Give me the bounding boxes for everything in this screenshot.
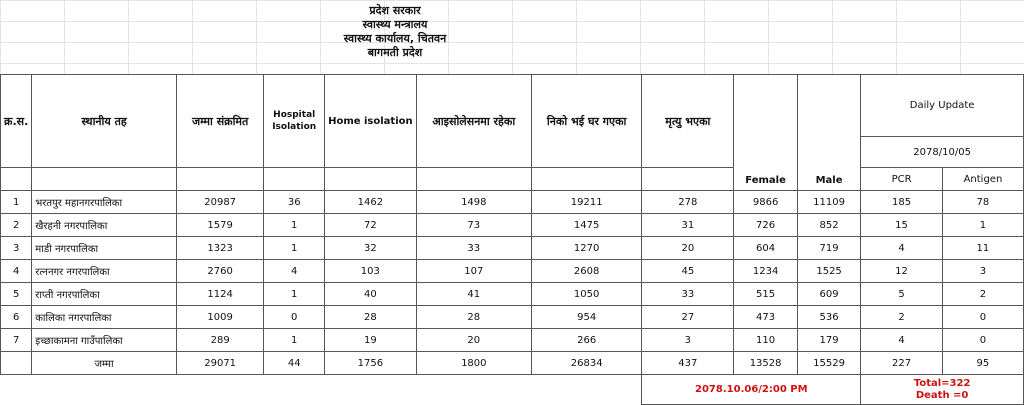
table-row xyxy=(1,260,1024,283)
row-isolation[interactable]: 28 xyxy=(416,306,531,329)
table-row xyxy=(1,283,1024,306)
header-line-1: प्रदेश सरकार xyxy=(369,4,421,17)
row-total-infected[interactable]: 2760 xyxy=(176,260,263,283)
row-deaths[interactable]: 33 xyxy=(642,283,734,306)
footer-total: Total=322 xyxy=(913,377,971,389)
blank-cell[interactable] xyxy=(531,168,641,191)
row-male[interactable]: 11109 xyxy=(797,191,860,214)
covid-report-table xyxy=(0,74,1024,405)
blank-cell[interactable] xyxy=(416,168,531,191)
row-hospital[interactable]: 1 xyxy=(264,237,325,260)
row-local-level[interactable]: इच्छाकामना गाउँपालिका xyxy=(32,329,177,352)
totals-male[interactable]: 15529 xyxy=(797,352,860,375)
row-antigen[interactable]: 1 xyxy=(942,214,1023,237)
row-male[interactable]: 719 xyxy=(797,237,860,260)
row-hospital[interactable]: 1 xyxy=(264,329,325,352)
table-row xyxy=(1,237,1024,260)
row-deaths[interactable]: 20 xyxy=(642,237,734,260)
row-hospital[interactable]: 0 xyxy=(264,306,325,329)
row-sn[interactable]: 7 xyxy=(1,329,32,352)
row-total-infected[interactable]: 1009 xyxy=(176,306,263,329)
row-home[interactable]: 19 xyxy=(325,329,417,352)
row-antigen[interactable]: 0 xyxy=(942,329,1023,352)
row-female[interactable]: 604 xyxy=(734,237,798,260)
header-row xyxy=(1,75,1024,137)
row-pcr[interactable]: 2 xyxy=(861,306,943,329)
row-local-level[interactable]: माडी नगरपालिका xyxy=(32,237,177,260)
totals-isolation[interactable]: 1800 xyxy=(416,352,531,375)
row-home[interactable]: 28 xyxy=(325,306,417,329)
totals-antigen[interactable]: 95 xyxy=(942,352,1023,375)
row-isolation[interactable]: 33 xyxy=(416,237,531,260)
blank-cell[interactable] xyxy=(264,168,325,191)
row-deaths[interactable]: 31 xyxy=(642,214,734,237)
row-recovered[interactable]: 19211 xyxy=(531,191,641,214)
row-pcr[interactable]: 185 xyxy=(861,191,943,214)
row-male[interactable]: 536 xyxy=(797,306,860,329)
totals-row xyxy=(1,352,1024,375)
row-sn[interactable]: 6 xyxy=(1,306,32,329)
blank-cell[interactable] xyxy=(176,168,263,191)
row-local-level[interactable]: भरतपुर महानगरपालिका xyxy=(32,191,177,214)
row-antigen[interactable]: 11 xyxy=(942,237,1023,260)
footer-summary[interactable] xyxy=(861,375,1024,405)
row-home[interactable]: 1462 xyxy=(325,191,417,214)
row-recovered[interactable]: 1270 xyxy=(531,237,641,260)
totals-label[interactable]: जम्मा xyxy=(32,352,177,375)
row-total-infected[interactable]: 1579 xyxy=(176,214,263,237)
totals-recovered[interactable]: 26834 xyxy=(531,352,641,375)
row-sn[interactable]: 5 xyxy=(1,283,32,306)
row-antigen[interactable]: 0 xyxy=(942,306,1023,329)
col-header-local-level[interactable]: स्थानीय तह xyxy=(32,75,177,168)
row-deaths[interactable]: 3 xyxy=(642,329,734,352)
row-recovered[interactable]: 266 xyxy=(531,329,641,352)
row-deaths[interactable]: 45 xyxy=(642,260,734,283)
blank-cell[interactable] xyxy=(642,168,734,191)
row-sn[interactable]: 3 xyxy=(1,237,32,260)
row-pcr[interactable]: 12 xyxy=(861,260,943,283)
row-male[interactable]: 609 xyxy=(797,283,860,306)
row-isolation[interactable]: 1498 xyxy=(416,191,531,214)
row-female[interactable]: 1234 xyxy=(734,260,798,283)
totals-deaths[interactable]: 437 xyxy=(642,352,734,375)
row-recovered[interactable]: 2608 xyxy=(531,260,641,283)
row-home[interactable]: 72 xyxy=(325,214,417,237)
col-header-pcr[interactable]: PCR xyxy=(861,168,943,191)
row-total-infected[interactable]: 289 xyxy=(176,329,263,352)
row-sn[interactable]: 1 xyxy=(1,191,32,214)
row-pcr[interactable]: 4 xyxy=(861,329,943,352)
row-male[interactable]: 852 xyxy=(797,214,860,237)
row-recovered[interactable]: 1050 xyxy=(531,283,641,306)
row-isolation[interactable]: 20 xyxy=(416,329,531,352)
blank-cell xyxy=(1,375,642,405)
col-header-male[interactable]: Male xyxy=(797,75,860,191)
row-sn[interactable]: 2 xyxy=(1,214,32,237)
totals-home[interactable]: 1756 xyxy=(325,352,417,375)
col-header-daily-update[interactable]: Daily Update xyxy=(861,75,1024,137)
header-line-3: स्वास्थ्य कार्यालय, चितवन xyxy=(343,32,447,45)
row-hospital[interactable]: 1 xyxy=(264,214,325,237)
row-pcr[interactable]: 5 xyxy=(861,283,943,306)
col-header-sn[interactable]: क्र.स. xyxy=(1,75,32,168)
header-line-4: बागमती प्रदेश xyxy=(367,46,423,59)
row-female[interactable]: 9866 xyxy=(734,191,798,214)
row-recovered[interactable]: 1475 xyxy=(531,214,641,237)
row-hospital[interactable]: 36 xyxy=(264,191,325,214)
row-home[interactable]: 32 xyxy=(325,237,417,260)
row-total-infected[interactable]: 1323 xyxy=(176,237,263,260)
blank-cell[interactable] xyxy=(32,168,177,191)
table-row xyxy=(1,329,1024,352)
row-sn[interactable]: 4 xyxy=(1,260,32,283)
row-recovered[interactable]: 954 xyxy=(531,306,641,329)
data-rows xyxy=(1,191,1024,352)
daily-update-date[interactable]: 2078/10/05 xyxy=(861,137,1024,168)
row-local-level[interactable]: रत्ननगर नगरपालिका xyxy=(32,260,177,283)
blank-cell[interactable] xyxy=(1,352,32,375)
row-home[interactable]: 103 xyxy=(325,260,417,283)
header-row-sub xyxy=(1,168,1024,191)
row-antigen[interactable]: 2 xyxy=(942,283,1023,306)
row-female[interactable]: 110 xyxy=(734,329,798,352)
row-pcr[interactable]: 4 xyxy=(861,237,943,260)
row-male[interactable]: 1525 xyxy=(797,260,860,283)
report-header xyxy=(250,4,540,60)
row-total-infected[interactable]: 1124 xyxy=(176,283,263,306)
row-isolation[interactable]: 41 xyxy=(416,283,531,306)
row-female[interactable]: 473 xyxy=(734,306,798,329)
col-header-home-isolation[interactable]: Home isolation xyxy=(325,75,417,168)
table-row xyxy=(1,191,1024,214)
totals-female[interactable]: 13528 xyxy=(734,352,798,375)
footer-timestamp[interactable]: 2078.10.06/2:00 PM xyxy=(642,375,861,405)
col-header-recovered[interactable]: निको भई घर गएका xyxy=(531,75,641,168)
row-pcr[interactable]: 15 xyxy=(861,214,943,237)
row-local-level[interactable]: खैरहनी नगरपालिका xyxy=(32,214,177,237)
row-hospital[interactable]: 4 xyxy=(264,260,325,283)
row-female[interactable]: 515 xyxy=(734,283,798,306)
row-deaths[interactable]: 27 xyxy=(642,306,734,329)
row-deaths[interactable]: 278 xyxy=(642,191,734,214)
col-header-deaths[interactable]: मृत्यु भएका xyxy=(642,75,734,168)
table-row xyxy=(1,214,1024,237)
blank-cell[interactable] xyxy=(1,168,32,191)
footer-row xyxy=(1,375,1024,405)
col-header-antigen[interactable]: Antigen xyxy=(942,168,1023,191)
blank-cell[interactable] xyxy=(325,168,417,191)
totals-pcr[interactable]: 227 xyxy=(861,352,943,375)
totals-hospital[interactable]: 44 xyxy=(264,352,325,375)
col-header-total-infected[interactable]: जम्मा संक्रमित xyxy=(176,75,263,168)
row-home[interactable]: 40 xyxy=(325,283,417,306)
col-header-hospital-isolation[interactable]: Hospital Isolation xyxy=(264,75,325,168)
row-female[interactable]: 726 xyxy=(734,214,798,237)
col-header-in-isolation[interactable]: आइसोलेसनमा रहेका xyxy=(416,75,531,168)
row-isolation[interactable]: 107 xyxy=(416,260,531,283)
row-male[interactable]: 179 xyxy=(797,329,860,352)
footer-death: Death =0 xyxy=(915,389,969,401)
row-antigen[interactable]: 78 xyxy=(942,191,1023,214)
row-local-level[interactable]: कालिका नगरपालिका xyxy=(32,306,177,329)
col-header-female[interactable]: Female xyxy=(734,75,798,191)
row-local-level[interactable]: राप्ती नगरपालिका xyxy=(32,283,177,306)
header-line-2: स्वास्थ्य मन्त्रालय xyxy=(362,18,428,31)
row-total-infected[interactable]: 20987 xyxy=(176,191,263,214)
row-antigen[interactable]: 3 xyxy=(942,260,1023,283)
row-hospital[interactable]: 1 xyxy=(264,283,325,306)
row-isolation[interactable]: 73 xyxy=(416,214,531,237)
table-row xyxy=(1,306,1024,329)
totals-total-infected[interactable]: 29071 xyxy=(176,352,263,375)
